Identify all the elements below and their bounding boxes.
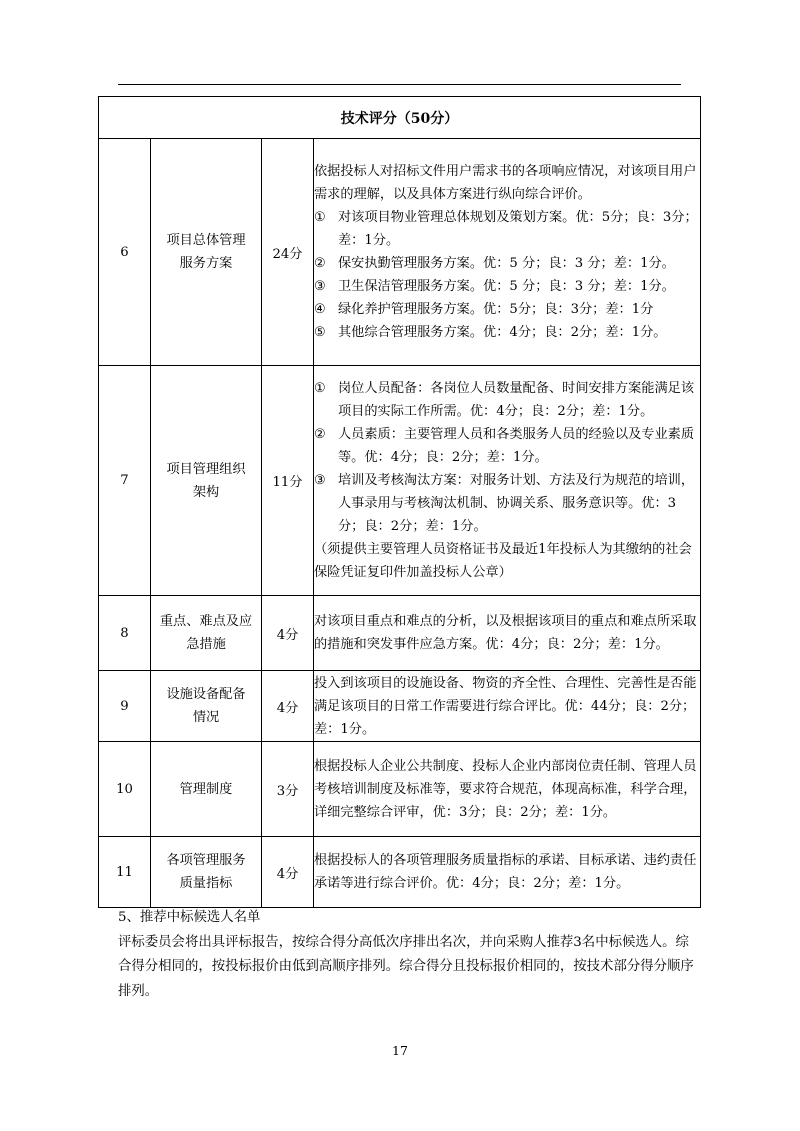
row-number: 9 bbox=[99, 671, 151, 742]
scoring-item-line: 情况 bbox=[192, 710, 220, 725]
score-value: 3分 bbox=[262, 742, 314, 837]
criteria-text: 培训及考核淘汰方案：对服务计划、方法及行为规范的培训，人事录用与考核淘汰机制、协调关系、服务意识等。优：3分；良：2分；差：1分。 bbox=[338, 473, 695, 534]
score-value: 11分 bbox=[262, 366, 314, 596]
scoring-criteria: 对该项目重点和难点的分析，以及根据该项目的重点和难点所采取的措施和突发事件应急方案。优：4分；良：2分；差：1分。 bbox=[314, 596, 701, 671]
scoring-criteria: 根据投标人企业公共制度、投标人企业内部岗位责任制、管理人员考核培训制度及标准等，要求符合规范，体现高标准，科学合理，详细完整综合评审，优：3分；良：2分；差：1分。 bbox=[314, 742, 701, 837]
criteria-item bbox=[314, 423, 700, 469]
scoring-item-line: 管理制度 bbox=[179, 781, 233, 797]
criteria-item bbox=[314, 275, 700, 298]
scoring-item-line: 急措施 bbox=[186, 637, 226, 652]
criteria-text: 人员素质：主要管理人员和各类服务人员的经验以及专业素质等。优：4分；良：2分；差：1分。 bbox=[338, 427, 695, 465]
scoring-item-line: 项目总体管理 bbox=[166, 233, 246, 248]
scoring-item-line: 质量指标 bbox=[179, 876, 233, 891]
table-row bbox=[99, 671, 701, 742]
row-number: 11 bbox=[99, 837, 151, 908]
scoring-criteria bbox=[314, 366, 701, 596]
score-value: 4分 bbox=[262, 671, 314, 742]
row-number: 10 bbox=[99, 742, 151, 837]
scoring-item-line: 各项管理服务 bbox=[166, 853, 246, 868]
score-value: 24分 bbox=[262, 139, 314, 366]
scoring-item bbox=[151, 742, 262, 837]
scoring-item-line: 项目管理组织 bbox=[166, 461, 246, 477]
table-title-row bbox=[99, 97, 701, 139]
scoring-item bbox=[151, 366, 262, 596]
score-value: 4分 bbox=[262, 837, 314, 908]
criteria-text: 卫生保洁管理服务方案。优：5 分；良：3 分；差：1分。 bbox=[338, 279, 675, 294]
criteria-intro: 依据投标人对招标文件用户需求书的各项响应情况，对该项目用户需求的理解，以及具体方案进行纵向综合评价。 bbox=[314, 164, 697, 202]
circled-number: ① bbox=[314, 381, 326, 396]
section-heading: 5、推荐中标候选人名单 bbox=[118, 910, 261, 925]
scoring-criteria: 根据投标人的各项管理服务质量指标的承诺、目标承诺、违约责任承诺等进行综合评价。优：4分；良：2分；差：1分。 bbox=[314, 837, 701, 908]
scoring-item bbox=[151, 596, 262, 671]
row-number: 6 bbox=[99, 139, 151, 366]
technical-scoring-table bbox=[98, 96, 701, 908]
scoring-criteria bbox=[314, 139, 701, 366]
recommendation-section bbox=[118, 906, 700, 1004]
table-row bbox=[99, 366, 701, 596]
circled-number: ③ bbox=[314, 279, 326, 294]
criteria-item bbox=[314, 298, 700, 321]
circled-number: ② bbox=[314, 256, 326, 271]
criteria-text: 绿化养护管理服务方案。优：5分；良：3分；差：1分 bbox=[338, 302, 654, 317]
scoring-item bbox=[151, 139, 262, 366]
scoring-criteria: 投入到该项目的设施设备、物资的齐全性、合理性、完善性是否能满足该项目的日常工作需要进行综合评比。优：44分；良：2分；差：1分。 bbox=[314, 671, 701, 742]
circled-number: ④ bbox=[314, 302, 326, 317]
criteria-text: 岗位人员配备：各岗位人员数量配备、时间安排方案能满足该项目的实际工作所需。优：4分；良：2分；差：1分。 bbox=[338, 381, 695, 419]
circled-number: ③ bbox=[314, 473, 326, 488]
criteria-item bbox=[314, 206, 700, 252]
table-row bbox=[99, 742, 701, 837]
scoring-item bbox=[151, 837, 262, 908]
page-number: 17 bbox=[392, 1043, 408, 1058]
criteria-item bbox=[314, 252, 700, 275]
table-row bbox=[99, 596, 701, 671]
criteria-text: 对该项目物业管理总体规划及策划方案。优：5分；良：3分；差：1分。 bbox=[338, 210, 698, 248]
circled-number: ⑤ bbox=[314, 325, 326, 340]
table-title: 技术评分（50分） bbox=[99, 97, 701, 139]
criteria-item bbox=[314, 377, 700, 423]
scoring-item-line: 重点、难点及应 bbox=[159, 614, 253, 629]
circled-number: ① bbox=[314, 210, 326, 225]
score-value: 4分 bbox=[262, 596, 314, 671]
section-body: 评标委员会将出具评标报告，按综合得分高低次序排出名次，并向采购人推荐3名中标候选人。综合得分相同的，按投标报价由低到高顺序排列。综合得分且投标报价相同的，按技术部分得分顺序排列。 bbox=[118, 934, 694, 999]
circled-number: ② bbox=[314, 427, 326, 442]
criteria-item bbox=[314, 321, 700, 344]
criteria-item bbox=[314, 469, 700, 538]
criteria-note: （须提供主要管理人员资格证书及最近1年投标人为其缴纳的社会保险凭证复印件加盖投标人公章） bbox=[314, 542, 692, 580]
scoring-item-line: 设施设备配备 bbox=[166, 687, 246, 702]
scoring-item bbox=[151, 671, 262, 742]
table-row bbox=[99, 837, 701, 908]
scoring-item-line: 架构 bbox=[192, 484, 220, 500]
table-row bbox=[99, 139, 701, 366]
criteria-text: 保安执勤管理服务方案。优：5 分；良：3 分；差：1分。 bbox=[338, 256, 675, 271]
criteria-text: 其他综合管理服务方案。优：4分；良：2分；差：1分。 bbox=[338, 325, 667, 340]
row-number: 8 bbox=[99, 596, 151, 671]
row-number: 7 bbox=[99, 366, 151, 596]
scoring-item-line: 服务方案 bbox=[179, 256, 233, 271]
header-rule bbox=[118, 84, 681, 85]
